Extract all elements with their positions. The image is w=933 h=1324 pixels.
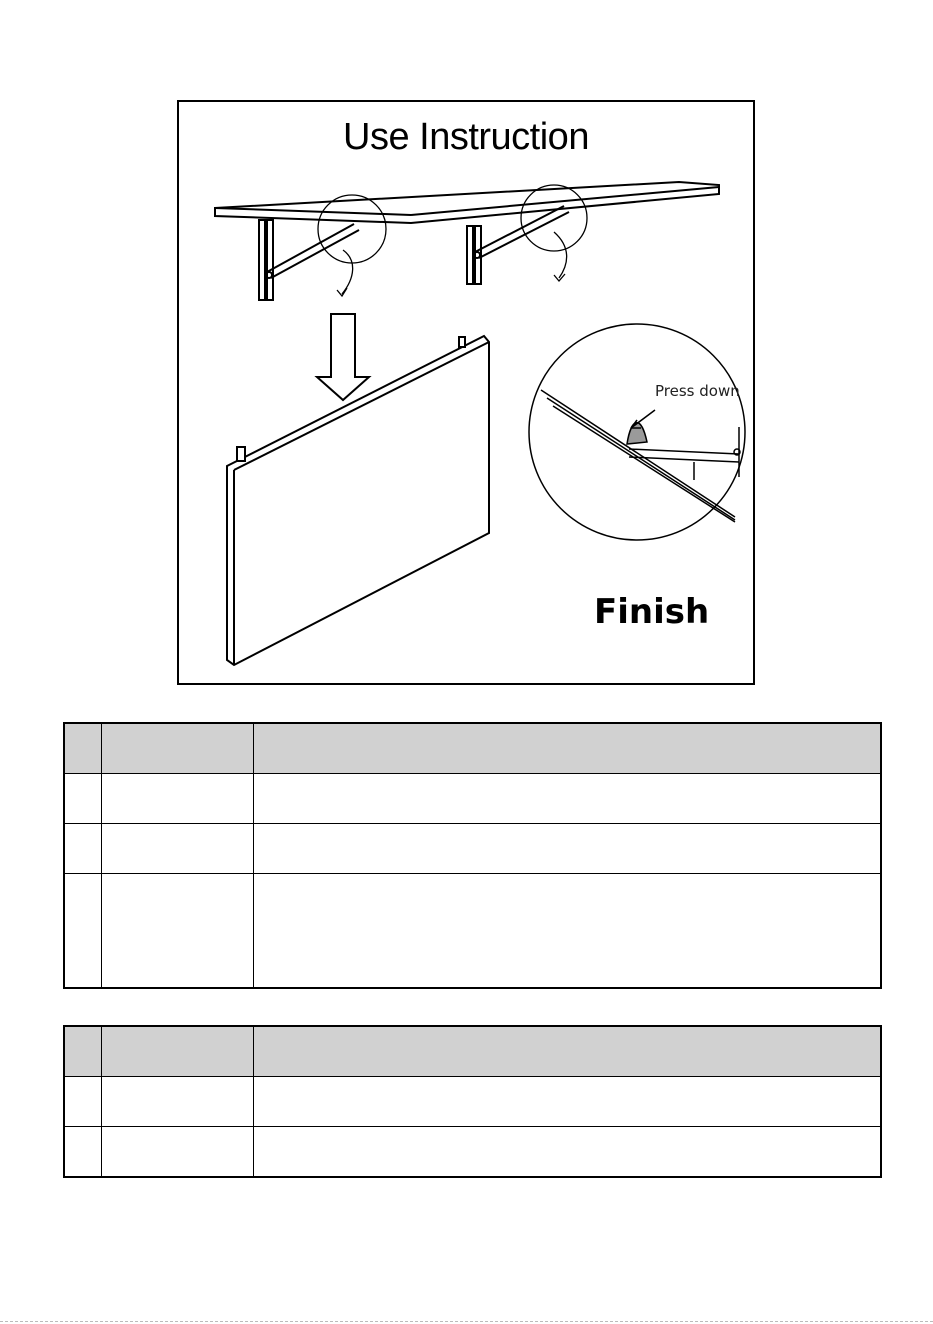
table-row <box>64 874 881 989</box>
table-cell <box>102 774 254 824</box>
table-header-row <box>64 1026 881 1077</box>
table-cell <box>64 874 102 989</box>
table-cell <box>64 1127 102 1178</box>
table-cell <box>254 1127 882 1178</box>
bracket-icon <box>259 220 359 300</box>
down-arrow-icon <box>317 314 369 400</box>
bracket-icon <box>467 206 569 284</box>
table-row <box>64 824 881 874</box>
table-row <box>64 1077 881 1127</box>
header-cell <box>102 1026 254 1077</box>
figure-title: Use Instruction <box>343 116 589 158</box>
table-cell <box>64 824 102 874</box>
header-cell <box>64 723 102 774</box>
press-down-callout: Press down <box>655 382 740 400</box>
header-cell <box>254 723 882 774</box>
table-header-row <box>64 723 881 774</box>
table-cell <box>102 1077 254 1127</box>
table-cell <box>102 1127 254 1178</box>
table-cell <box>64 1077 102 1127</box>
table-cell <box>102 824 254 874</box>
table-cell <box>254 1077 882 1127</box>
table-cell <box>254 824 882 874</box>
spec-table-two <box>63 1025 882 1178</box>
finish-label: Finish <box>594 592 710 632</box>
header-cell <box>102 723 254 774</box>
header-cell <box>64 1026 102 1077</box>
instruction-figure <box>177 100 755 685</box>
table-cell <box>64 774 102 824</box>
table-cell <box>254 874 882 989</box>
table-cell <box>102 874 254 989</box>
press-down-closeup-icon <box>529 324 745 540</box>
table-row <box>64 1127 881 1178</box>
table-row <box>64 774 881 824</box>
header-cell <box>254 1026 882 1077</box>
table-top-illustration <box>215 182 719 223</box>
spec-table-one <box>63 722 882 989</box>
page-bottom-divider <box>0 1321 933 1322</box>
table-cell <box>254 774 882 824</box>
